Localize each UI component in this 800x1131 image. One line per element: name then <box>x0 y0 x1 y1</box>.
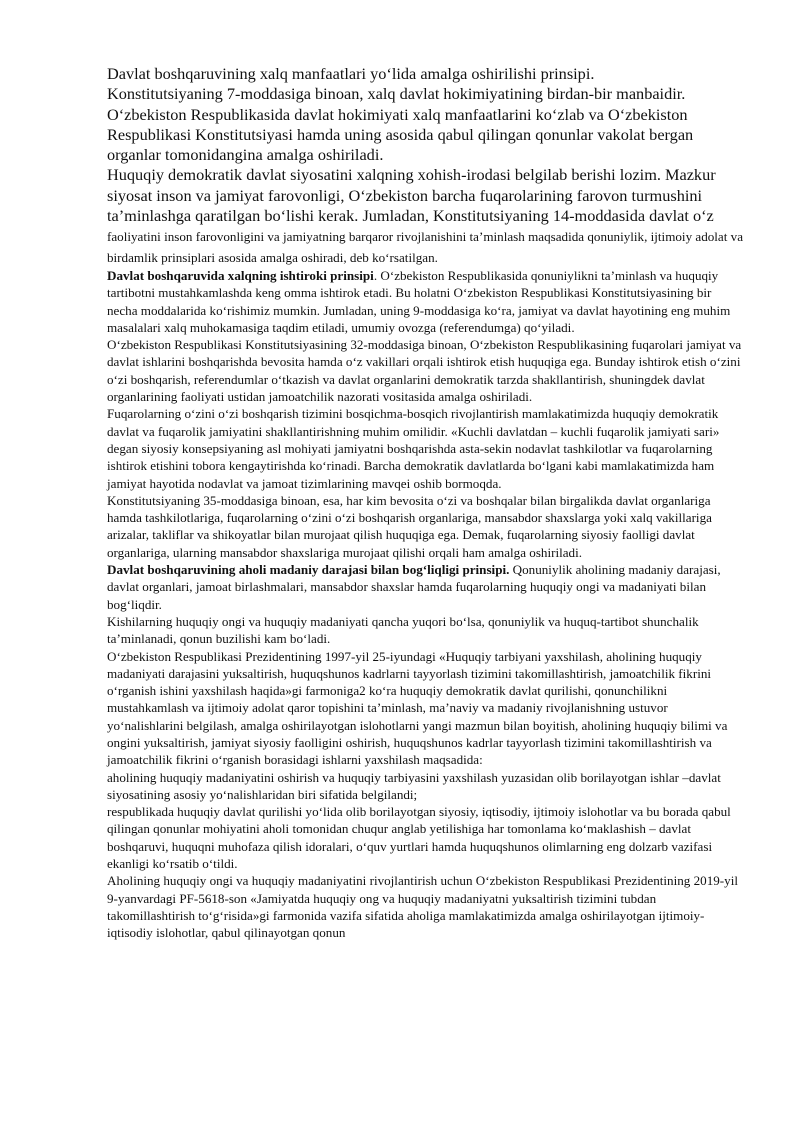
paragraph-9 <box>107 613 743 648</box>
paragraph-5 <box>107 336 743 405</box>
paragraph-2 <box>107 84 743 165</box>
paragraph-1 <box>107 64 743 84</box>
paragraph-4-bold: Davlat boshqaruvida xalqning ishtiroki prinsipi <box>107 267 374 283</box>
paragraph-13 <box>107 872 743 941</box>
paragraph-2-text: Konstitutsiyaning 7-moddasiga binoan, xalq davlat hokimiyatining birdan-bir manbaidir. O‘zbekiston Respublikasida davlat hokimiyati xalq manfaatlarini ko‘zlab va O‘zbekiston Respublikasi Konstitutsiyasi hamda uning asosida qabul qilingan qonunlar vakolat bergan organlar tomonidangina amalga oshiriladi. <box>107 84 694 165</box>
paragraph-4-text: . O‘zbekiston Respublikasida qonuniylikni ta’minlash va huquqiy tartibotni mustahkamlashda keng omma ishtirok etadi. Bu holatni O‘zbekiston Respublikasi Konstitutsiyasining bir necha moddalarida ko‘rishimiz mumkin. Jumladan, uning 9-moddasiga ko‘ra, jamiyat va davlat hayotining eng muhim masalalari xalq muhokamasiga taqdim etiladi, umumiy ovozga (referendumga) qo‘yiladi. <box>107 267 731 335</box>
paragraph-13-text: Aholining huquqiy ongi va huquqiy madaniyatini rivojlantirish uchun O‘zbekiston Respublikasi Prezidentining 2019-yil 9-yanvardagi PF-5618-son «Jamiyatda huquqiy ong va huquqiy madaniyatni yuksaltirish tizimini tubdan takomillashtirish to‘g‘risida»gi farmonida vazifa sifatida aholiga mamlakatimizda amalga oshirilayotgan ijtimoiy-iqtisodiy islohotlar, qabul qilinayotgan qonun <box>107 873 738 941</box>
paragraph-12 <box>107 803 743 872</box>
document-page <box>107 64 743 942</box>
paragraph-10-text: O‘zbekiston Respublikasi Prezidentining 1997-yil 25-iyundagi «Huquqiy tarbiyani yaxshilash, aholining huquqiy madaniyati darajasini yuksaltirish, huquqshunos kadrlarni tayyorlash tizimini takomillashtirish, jamoatchilik fikrini o‘rganish ishini yaxshilash haqida»gi farmoniga2 ko‘ra huquqiy demokratik davlat qurilishi, qonunchilikni mustahkamlash va ijtimoiy adolat qaror topishini ta’minlash, ma’naviy va madaniy rivojlanishning ustuvor yo‘nalishlarini belgilash, amalga oshirilayotgan islohotlarni yangi mazmun bilan boyitish, aholining huquqiy bilimi va ongini yuksaltirish, jamiyat siyosiy faolligini oshirish, huquqshunos kadrlar tayyorlash tizimini takomillashtirish va jamoatchilik fikrini o‘rganish borasidagi ishlarni yaxshilash maqsadida: <box>107 648 728 768</box>
paragraph-8-text: Qonuniylik aholining madaniy darajasi, davlat organlari, jamoat birlashmalari, mansabdor shaxslar hamda fuqarolarning huquqiy ongi va madaniyati bilan bog‘liqdir. <box>107 562 721 612</box>
paragraph-8-bold: Davlat boshqaruvining aholi madaniy darajasi bilan bog‘liqligi prinsipi. <box>107 562 510 578</box>
paragraph-9-text: Kishilarning huquqiy ongi va huquqiy madaniyati qancha yuqori bo‘lsa, qonuniylik va huquq-tartibot shunchalik ta’minlanadi, qonun buzilishi kam bo‘ladi. <box>107 613 699 647</box>
paragraph-3-text: Huquqiy demokratik davlat siyosatini xalqning xohish-irodasi belgilab berishi lozim. Mazkur siyosat inson va jamiyat farovonligi, O‘zbekiston barcha fuqarolarining farovon turmushini ta’minlashga qaratilgan bo‘lishi kerak. Jumladan, Konstitutsiyaning 14-moddasida davlat o‘z <box>107 165 716 226</box>
paragraph-6-text: Fuqarolarning o‘zini o‘zi boshqarish tizimini bosqichma-bosqich rivojlantirish mamlakatimizda huquqiy demokratik davlat va fuqarolik jamiyatini shakllantirishning muhim omilidir. «Kuchli davlatdan – kuchli fuqarolik jamiyati sari» degan siyosiy konsepsiyaning asl mohiyati jamiyatni boshqarishda asta-sekin nodavlat tashkilotlar va fuqarolarning ishtirok etishini tobora kengaytirishda ko‘rinadi. Barcha demokratik davlatlarda bo‘lgani kabi mamlakatimizda ham jamiyat hayotida nodavlat va jamoat tizimlarining mavqei oshib bormoqda. <box>107 406 720 491</box>
paragraph-5-text: O‘zbekiston Respublikasi Konstitutsiyasining 32-moddasiga binoan, O‘zbekiston Respublikasining fuqarolari jamiyat va davlat ishlarini boshqarishda bevosita hamda o‘z vakillari orqali ishtirok etish huquqiga ega. Bunday ishtirok etish o‘zini o‘zi boshqarish, referendumlar o‘tkazish va davlat organlarini demokratik tarzda shakllantirish, shuningdek davlat organlarining faoliyati ustidan jamoatchilik nazorati vositasida amalga oshiriladi. <box>107 337 742 405</box>
paragraph-11-text: aholining huquqiy madaniyatini oshirish va huquqiy tarbiyasini yaxshilash yuzasidan olib borilayotgan ishlar –davlat siyosatining asosiy yo‘nalishlaridan biri sifatida belgilandi; <box>107 769 721 802</box>
paragraph-6 <box>107 405 743 491</box>
paragraph-10 <box>107 648 743 769</box>
paragraph-11 <box>107 769 743 804</box>
paragraph-3 <box>107 165 743 266</box>
paragraph-12-text: respublikada huquqiy davlat qurilishi yo‘lida olib borilayotgan siyosiy, iqtisodiy, ijtimoiy islohotlar va bu borada qabul qilingan qonunlar mohiyatini aholi tomonidan chuqur anglab yetilishiga har tomonlama ko‘maklashish – davlat boshqaruvi, huquqni muhofaza qilish idoralari, o‘quv yurtlari hamda huquqshunos olimlarning eng dolzarb vazifasi ekanligi ko‘rsatib o‘tildi. <box>107 804 731 872</box>
paragraph-4 <box>107 267 743 336</box>
paragraph-1-text: Davlat boshqaruvining xalq manfaatlari yo‘lida amalga oshirilishi prinsipi. <box>107 64 595 83</box>
paragraph-8 <box>107 561 743 613</box>
paragraph-3-continuation: faoliyatini inson farovonligini va jamiyatning barqaror rivojlanishini ta’minlash maqsadida qonuniylik, ijtimoiy adolat va birdamlik prinsiplari asosida amalga oshiradi, deb ko‘rsatilgan. <box>107 229 744 265</box>
paragraph-7-text: Konstitutsiyaning 35-moddasiga binoan, esa, har kim bevosita o‘zi va boshqalar bilan birgalikda davlat organlariga hamda tashkilotlariga, fuqarolarning o‘zini o‘zi boshqarish organlariga, mansabdor shaxslarga yoki xalq vakillariga arizalar, takliflar va shikoyatlar bilan murojaat qilish huquqiga ega. Demak, fuqarolarning siyosiy faolligi davlat organlariga, ularning mansabdor shaxslariga murojaat qilishi orqali ham amalga oshiriladi. <box>107 492 712 560</box>
paragraph-7 <box>107 492 743 561</box>
